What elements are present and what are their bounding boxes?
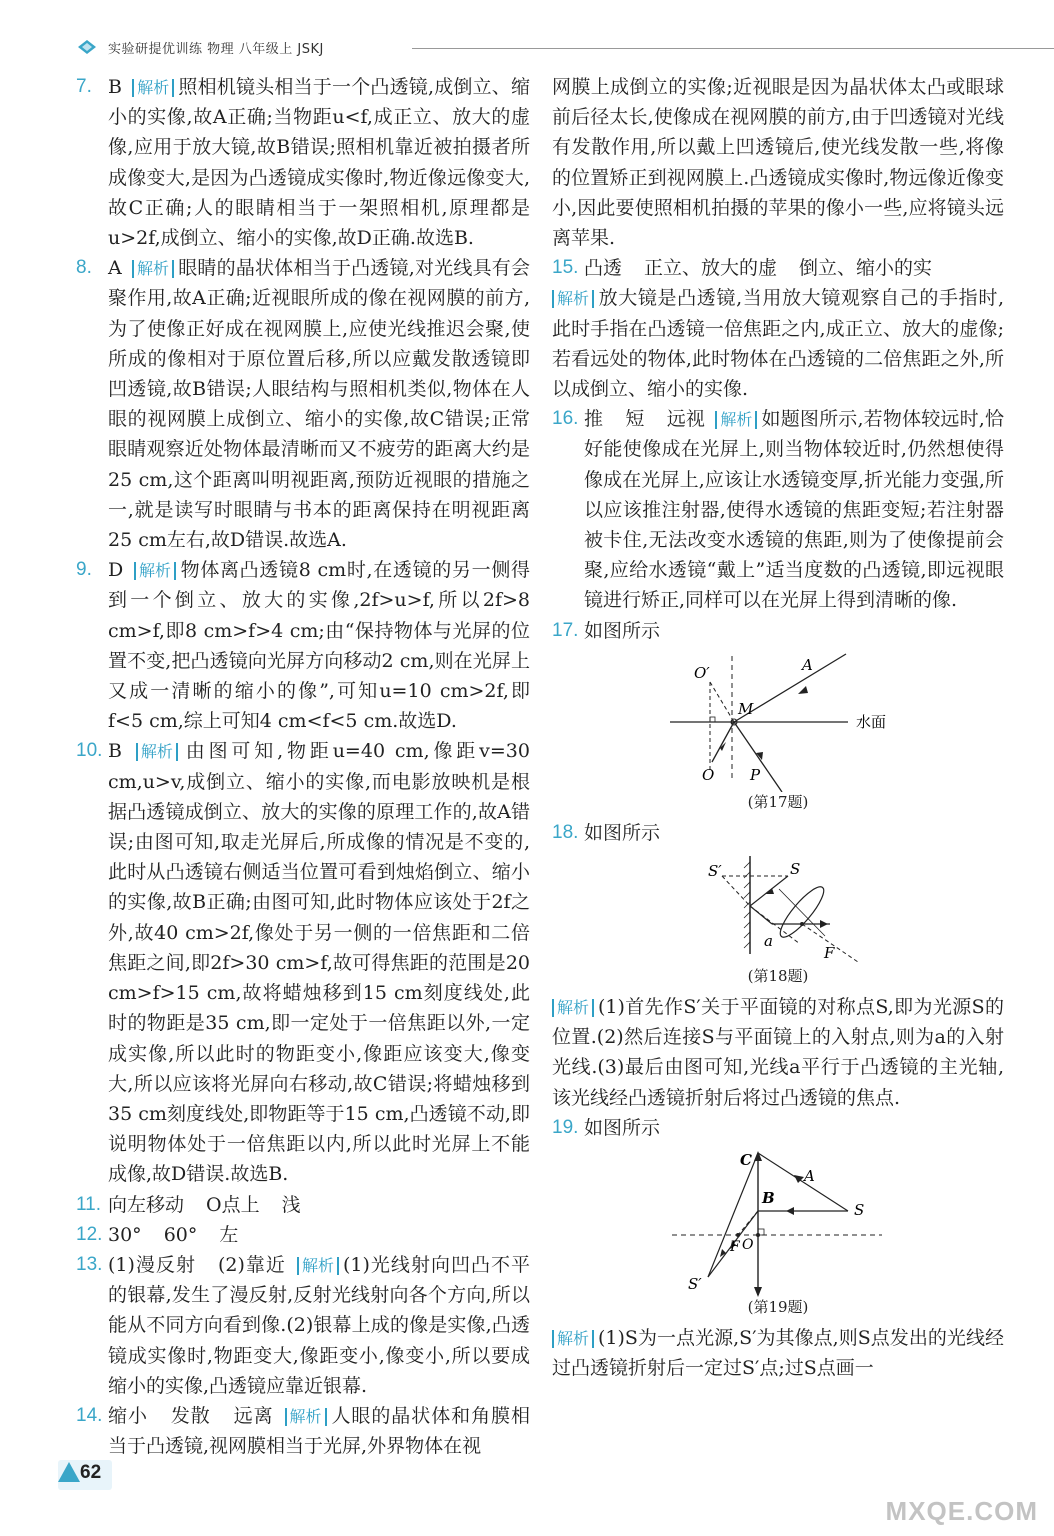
analysis-tag: 解析	[132, 260, 174, 278]
figure-19-diagram	[668, 1149, 888, 1297]
item-number: 12.	[76, 1223, 103, 1245]
label-b: B	[762, 1189, 775, 1208]
answer-item-10	[76, 736, 530, 1189]
label-c: C	[740, 1151, 752, 1170]
answer-letter: B	[108, 740, 122, 763]
analysis-text: 眼睛的晶状体相当于凸透镜,对光线具有会聚作用,故A正确;近视眼所成的像在视网膜的前方,为了使像正好成在视网膜上,应使光线推迟会聚,使所成的像相对于原位置后移,所以应戴发散透镜即凹透镜,故B错误;人眼结构与照相机类似,物体在人眼的视网膜上成倒立、缩小的实像,故C错误;正常眼睛观察近处物体最清晰而又不疲劳的距离大约是25 cm,这个距离叫明视距离,预防近视眼的措施之一,就是读写时眼睛与书本的距离保持在明视距离25 cm左右,故D错误.故选A.	[108, 257, 530, 552]
item-number: 18.	[552, 821, 579, 843]
label-a-ray: a	[764, 932, 773, 951]
answer-item-9	[76, 555, 530, 736]
analysis-tag: 解析	[297, 1257, 339, 1275]
figure-17-diagram	[658, 652, 898, 792]
answer-3: 浅	[281, 1193, 301, 1216]
label-p: P	[750, 765, 761, 784]
answer-text: 如图所示	[584, 1116, 661, 1139]
answer-1: 30°	[108, 1223, 142, 1246]
answer-text: 如图所示	[584, 821, 661, 844]
answer-2: (2)靠近	[217, 1253, 286, 1276]
answer-item-8	[76, 253, 530, 555]
analysis-tag: 解析	[134, 562, 176, 580]
label-s-prime: S′	[708, 862, 722, 881]
answer-text: 如图所示	[584, 619, 661, 642]
answer-item-15	[552, 253, 1004, 283]
answer-2: 正立、放大的虚	[644, 257, 778, 280]
analysis-text: 放大镜是凸透镜,当用放大镜观察自己的手指时,此时手指在凸透镜一倍焦距之内,成正立、放大的虚像;若看远处的物体,此时物体在凸透镜的二倍焦距之外,所以成倒立、缩小的实像.	[552, 287, 1004, 401]
item-number: 10.	[76, 740, 103, 762]
answer-3: 倒立、缩小的实	[799, 257, 933, 280]
answer-item-12	[76, 1220, 530, 1250]
figure-17-caption: (第17题)	[747, 792, 809, 811]
label-s: S	[854, 1201, 865, 1220]
answer-item-19	[552, 1113, 1004, 1143]
answer-3: 远离	[232, 1404, 274, 1427]
label-o-prime: O′	[694, 663, 710, 682]
answer-2: 发散	[169, 1404, 211, 1427]
left-column	[76, 72, 530, 1461]
answer-item-18	[552, 818, 1004, 848]
analysis-text: (1)光线射向凹凸不平的银幕,发生了漫反射,反射光线射向各个方向,所以能从不同方向看到像.(2)银幕上成的像是实像,凸透镜成实像时,物距变大,像距变小,像变小,所以要成缩小的实像,凸透镜应靠近银幕.	[108, 1253, 530, 1397]
answer-item-17	[552, 616, 1004, 646]
analysis-text: 照相机镜头相当于一个凸透镜,成倒立、缩小的实像,故A正确;当物距u<f,成正立、放大的虚像,应用于放大镜,故B错误;照相机靠近被拍摄者所成像变大,是因为凸透镜成实像时,物近像远像变大,故C正确;人的眼睛相当于一架照相机,原理都是u>2f,成倒立、缩小的实像,故D正确.故选B.	[108, 76, 531, 250]
item-number: 7.	[76, 76, 92, 97]
answer-item-15-analysis	[552, 283, 1004, 404]
page-number: 62	[80, 1462, 102, 1483]
page-header	[72, 36, 1002, 60]
answer-1: (1)漫反射	[108, 1253, 196, 1276]
item-number: 13.	[76, 1253, 103, 1275]
item-number: 15.	[552, 257, 579, 279]
analysis-text: 如题图所示,若物体较远时,恰好能使像成在光屏上,则当物体较近时,仍然想使得像成在光屏上,应该让水透镜变厚,折光能力变强,所以应该推注射器,使得水透镜的焦距变短;若注射器被卡住,无法改变水透镜的焦距,则为了使像提前会聚,应给水透镜“戴上”适当度数的凸透镜,即远视眼镜进行矫正,同样可以在光屏上得到清晰的像.	[584, 408, 1004, 612]
label-f: F	[824, 944, 835, 963]
analysis-text: 物体离凸透镜8 cm时,在透镜的另一侧得到一个倒立、放大的实像,2f>u>f,所以2f>8 cm>f,即8 cm>f>4 cm;由“保持物体与光屏的位置不变,把凸透镜向光屏方向移动2 cm,则在光屏上又成一清晰的缩小的像”,可知u=10 cm>2f,即f<5 cm,综上可知4 cm<f<5 cm.故选D.	[108, 559, 530, 733]
analysis-text: (1)S为一点光源,S′为其像点,则S点发出的光线经过凸透镜折射后一定过S′点;过S点画一	[552, 1327, 1004, 1380]
item-number: 8.	[76, 257, 92, 279]
header-rule	[412, 48, 1054, 49]
analysis-text: 人眼的晶状体和角膜相当于凸透镜,视网膜相当于光屏,外界物体在视	[108, 1404, 530, 1458]
figure-18-diagram	[688, 854, 868, 966]
item-number: 19.	[552, 1116, 579, 1138]
analysis-tag: 解析	[552, 290, 594, 308]
label-m: M	[738, 699, 754, 718]
analysis-tag: 解析	[136, 743, 178, 761]
answer-item-14-continued: 网膜上成倒立的实像;近视眼是因为晶状体太凸或眼球前后径太长,使像成在视网膜的前方,由于凹透镜对光线有发散作用,所以戴上凹透镜后,使光线发散一些,将像的位置矫正到视网膜上.凸透镜成实像时,物远像近像变小,因此要使照相机拍摄的苹果的像小一些,应将镜头远离苹果.	[552, 76, 1004, 250]
book-logo-icon	[76, 38, 98, 56]
answer-item-14	[76, 1401, 530, 1461]
answer-2: 60°	[163, 1223, 198, 1246]
answer-1: 缩小	[108, 1404, 148, 1427]
answer-item-13	[76, 1250, 530, 1401]
figure-18-caption: (第18题)	[747, 967, 809, 986]
label-o: O	[702, 765, 715, 784]
analysis-tag: 解析	[552, 999, 594, 1017]
item-number: 16.	[552, 408, 579, 430]
answer-item-7	[76, 72, 530, 253]
figure-19-caption: (第19题)	[747, 1298, 809, 1317]
watermark-text: MXQE.COM	[885, 1496, 1038, 1526]
label-s-prime: S′	[688, 1275, 702, 1294]
label-o: O	[742, 1237, 754, 1254]
answer-1: 推	[584, 408, 604, 431]
header-title: 实验研提优训练 物理 八年级上 JSKJ	[108, 42, 324, 57]
analysis-tag: 解析	[552, 1330, 594, 1348]
item-number: 9.	[76, 559, 92, 581]
label-water-surface: 水面	[856, 712, 887, 731]
analysis-text: 由图可知,物距u=40 cm,像距v=30 cm,u>v,成倒立、缩小的实像,而电影放映机是根据凸透镜成倒立、放大的实像的原理工作的,故A错误;由图可知,取走光屏后,所成像的情况是不变的,此时从凸透镜右侧适当位置可看到烛焰倒立、缩小的实像,故B正确;由图可知,此时物体应该处于2f之外,故40 cm>2f,像处于另一侧的一倍焦距和二倍焦距之间,即2f>30 cm>f,故可得焦距的范围是20 cm>f>15 cm,故将蜡烛移到15 cm刻度线处,此时的物距是35 cm,即一定处于一倍焦距以外,一定成实像,所以此时的物距变小,像距应该变大,像变大,所以应该将光屏向右移动,故C错误;将蜡烛移到35 cm刻度线处,即物距等于15 cm,凸透镜不动,即说明物体处于一倍焦距以内,所以此时光屏上不能成像,故D错误.故选B.	[108, 740, 530, 1186]
watermark	[838, 1462, 1038, 1528]
figure-17	[552, 652, 1004, 812]
item-number: 11.	[76, 1193, 102, 1215]
answer-letter: D	[108, 559, 124, 582]
label-f: F	[730, 1239, 740, 1256]
right-column	[552, 72, 1004, 1383]
answer-item-16	[552, 404, 1004, 615]
figure-19	[552, 1149, 1004, 1317]
answer-letter: B	[108, 76, 122, 98]
answer-2: O点上	[206, 1193, 260, 1216]
answer-item-18-analysis	[552, 992, 1004, 1113]
answer-item-11	[76, 1190, 530, 1220]
analysis-text: (1)首先作S′关于平面镜的对称点S,即为光源S的位置.(2)然后连接S与平面镜上的入射点,则为a的入射光线.(3)最后由图可知,光线a平行于凸透镜的主光轴,该光线经凸透镜折射后将过凸透镜的焦点.	[552, 996, 1004, 1109]
answer-1: 向左移动	[108, 1193, 185, 1216]
answer-2: 短	[625, 408, 645, 431]
analysis-tag: 解析	[285, 1408, 327, 1426]
label-a: A	[802, 655, 813, 674]
answer-1: 凸透	[584, 257, 623, 280]
answer-3: 远视	[666, 408, 706, 431]
item-number: 14.	[76, 1404, 103, 1426]
answer-letter: A	[108, 257, 122, 280]
label-a: A	[804, 1167, 815, 1186]
answer-item-19-analysis	[552, 1323, 1004, 1383]
page-corner-icon	[58, 1462, 80, 1482]
answer-3: 左	[219, 1223, 239, 1246]
item-number: 17.	[552, 619, 579, 641]
label-s: S	[790, 860, 801, 879]
analysis-tag: 解析	[132, 79, 174, 97]
analysis-tag: 解析	[715, 411, 757, 429]
figure-18	[552, 854, 1004, 986]
